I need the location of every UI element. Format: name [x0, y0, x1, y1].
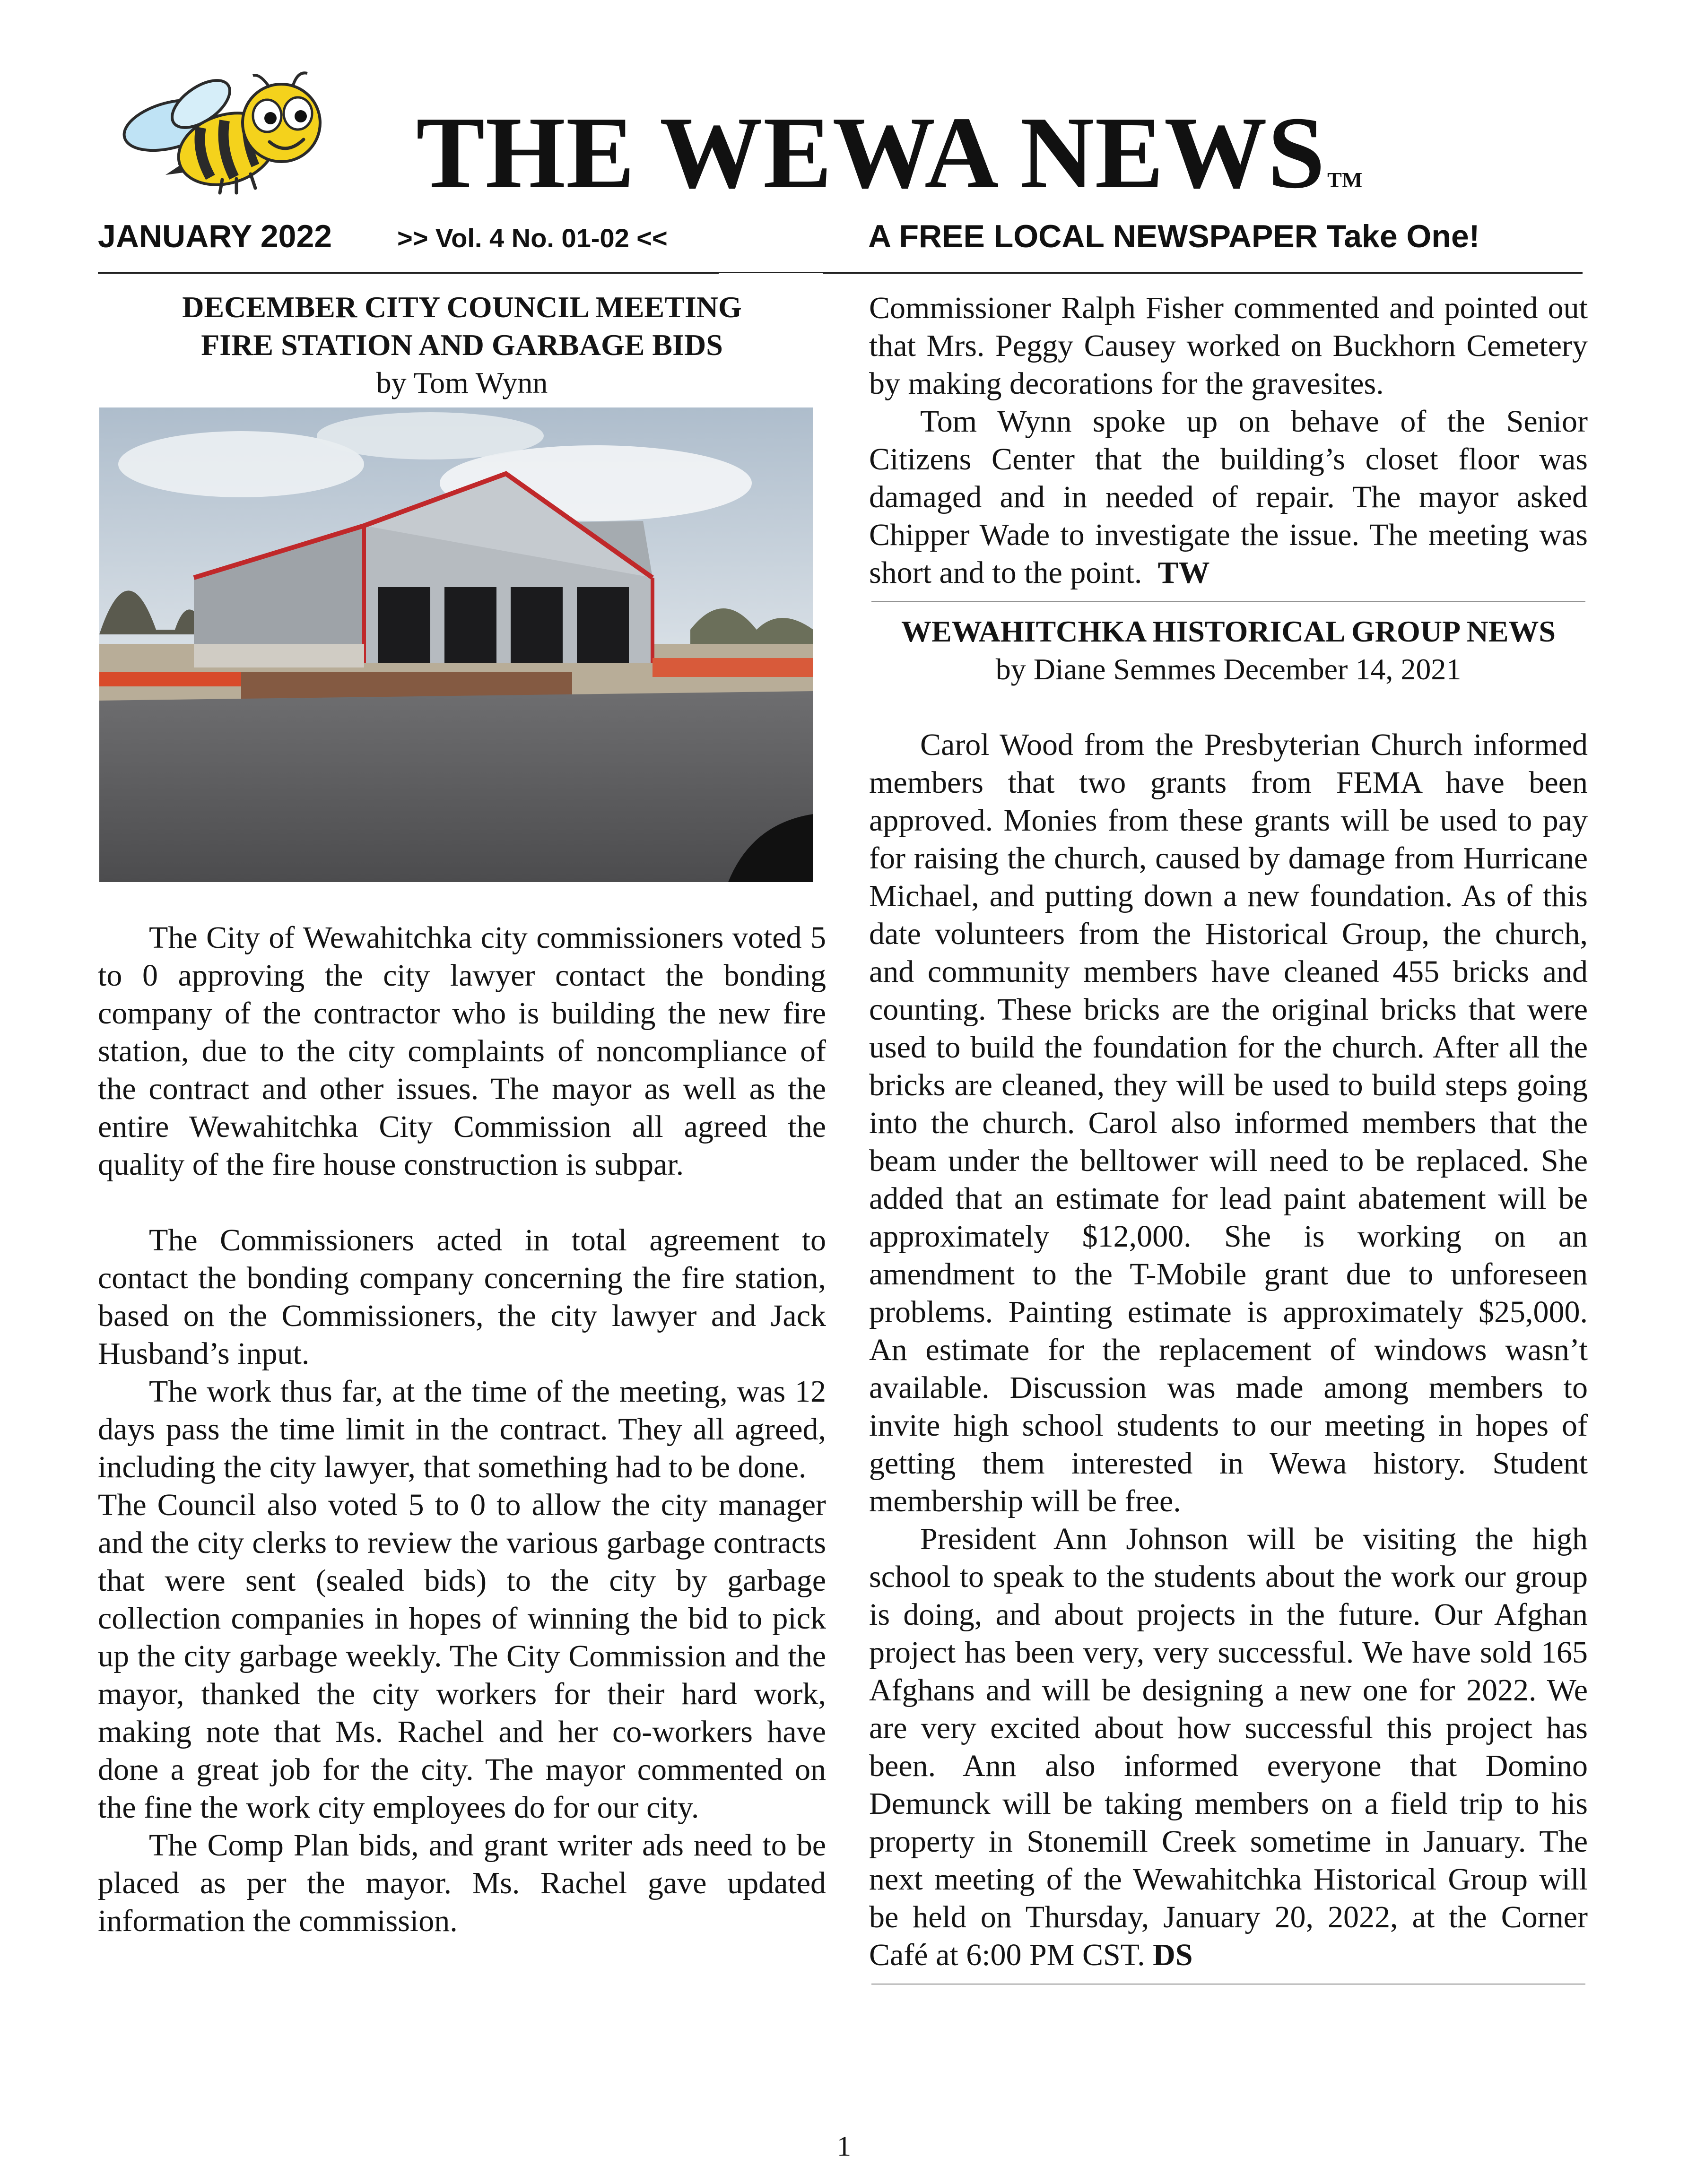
- issue-volume: >> Vol. 4 No. 01-02 <<: [397, 223, 668, 253]
- trademark-mark: TM: [1327, 168, 1363, 192]
- article-headline: DECEMBER CITY COUNCIL MEETING: [182, 290, 742, 324]
- article-signature: DS: [1153, 1938, 1193, 1972]
- newspaper-title: THE WEWA NEWSTM: [416, 96, 1363, 210]
- article-paragraph: The Council also voted 5 to 0 to allow the city manager and the city clerks to review the various garbage contracts that were sent (sealed bids) to the city by garbage collection companies in hopes of winning the bid to pick up the city garbage weekly. The City Commission and the mayor, thanked the city workers for their hard work, making note that Ms. Rachel and her co-workers have done a great job for the city. The mayor commented on the fine the work city employees do for our city.: [98, 1488, 826, 1825]
- left-column: [98, 288, 826, 1940]
- paragraph-spacer: [869, 688, 1588, 726]
- article-paragraph: The work thus far, at the time of the meeting, was 12 days pass the time limit in the contract. They all agreed, including the city lawyer, that something had to be done.: [98, 1374, 826, 1484]
- article-paragraph: The Comp Plan bids, and grant writer ads need to be placed as per the mayor. Ms. Rachel gave updated information the commission.: [98, 1828, 826, 1938]
- article-paragraph: President Ann Johnson will be visiting the high school to speak to the students about the work our group is doing, and about projects in the future. Our Afghan project has been very, very successful. We have sold 165 Afghans and will be designing a new one for 2022. We are very excited about how successful this project has been. Ann also informed everyone that Domino Demunck will be taking members on a field trip to his property in Stonemill Creek sometime in January. The next meeting of the Wewahitchka Historical Group will be held on Thursday, January 20, 2022, at the Corner Café at 6:00 PM CST. DS: [869, 1522, 1588, 1972]
- tagline: A FREE LOCAL NEWSPAPER Take One!: [868, 218, 1480, 254]
- article-signature: TW: [1157, 555, 1210, 590]
- masthead-rule: [98, 272, 1583, 274]
- fire-station-construction-photo: [99, 407, 813, 882]
- article-headline: WEWAHITCHKA HISTORICAL GROUP NEWS: [901, 615, 1556, 648]
- article-paragraph: Commissioner Ralph Fisher commented and pointed out that Mrs. Peggy Causey worked on Buckhorn Cemetery by making decorations for the gravesites.: [869, 291, 1588, 401]
- page-number: 1: [837, 2131, 851, 2162]
- article-headline-line2: FIRE STATION AND GARBAGE BIDS: [201, 328, 723, 362]
- article-divider: [871, 1984, 1585, 1985]
- article-paragraph: The Commissioners acted in total agreement to contact the bonding company concerning the fire station, based on the Commissioners, the city lawyer and Jack Husband’s input.: [98, 1223, 826, 1371]
- article-byline: by Diane Semmes December 14, 2021: [995, 652, 1462, 686]
- masthead-rule-gap: [719, 273, 823, 275]
- paragraph-spacer: [98, 1184, 826, 1222]
- article-paragraph: Carol Wood from the Presbyterian Church informed members that two grants from FEMA have been approved. Monies from these grants will be used to pay for raising the church, caused by damage from Hurricane Michael, and putting down a new foundation. As of this date volunteers from the Historical Group, the church, and community members have cleaned 455 bricks and counting. These bricks are the original bricks that were used to build the foundation for the church. After all the bricks are cleaned, they will be used to build steps going into the church. Carol also informed members that the beam under the belltower will need to be replaced. She added that an estimate for lead paint abatement will be approximately $12,000. She is working on an amendment to the T-Mobile grant due to unforeseen problems. Painting estimate is approximately $25,000. An estimate for the replacement of windows wasn’t available. Discussion was made among members to invite high school students to our meeting in hopes of getting them interested in Wewa history. Student membership will be free.: [869, 728, 1588, 1518]
- article-byline: by Tom Wynn: [376, 366, 548, 399]
- article-divider: [871, 601, 1585, 602]
- article-paragraph: Tom Wynn spoke up on behave of the Senior Citizens Center that the building’s closet floor was damaged and in needed of repair. The mayor asked Chipper Wade to investigate the issue. The meeting was short and to the point. TW: [869, 404, 1588, 590]
- article-paragraph: The City of Wewahitchka city commissioners voted 5 to 0 approving the city lawyer contact the bonding company of the contractor who is building the new fire station, due to the city complaints of noncompliance of the contract and other issues. The mayor as well as the entire Wewahitchka City Commission all agreed the quality of the fire house construction is subpar.: [98, 920, 826, 1182]
- bee-icon: [118, 71, 345, 199]
- right-column: [869, 289, 1588, 1995]
- issue-date: JANUARY 2022: [98, 218, 332, 254]
